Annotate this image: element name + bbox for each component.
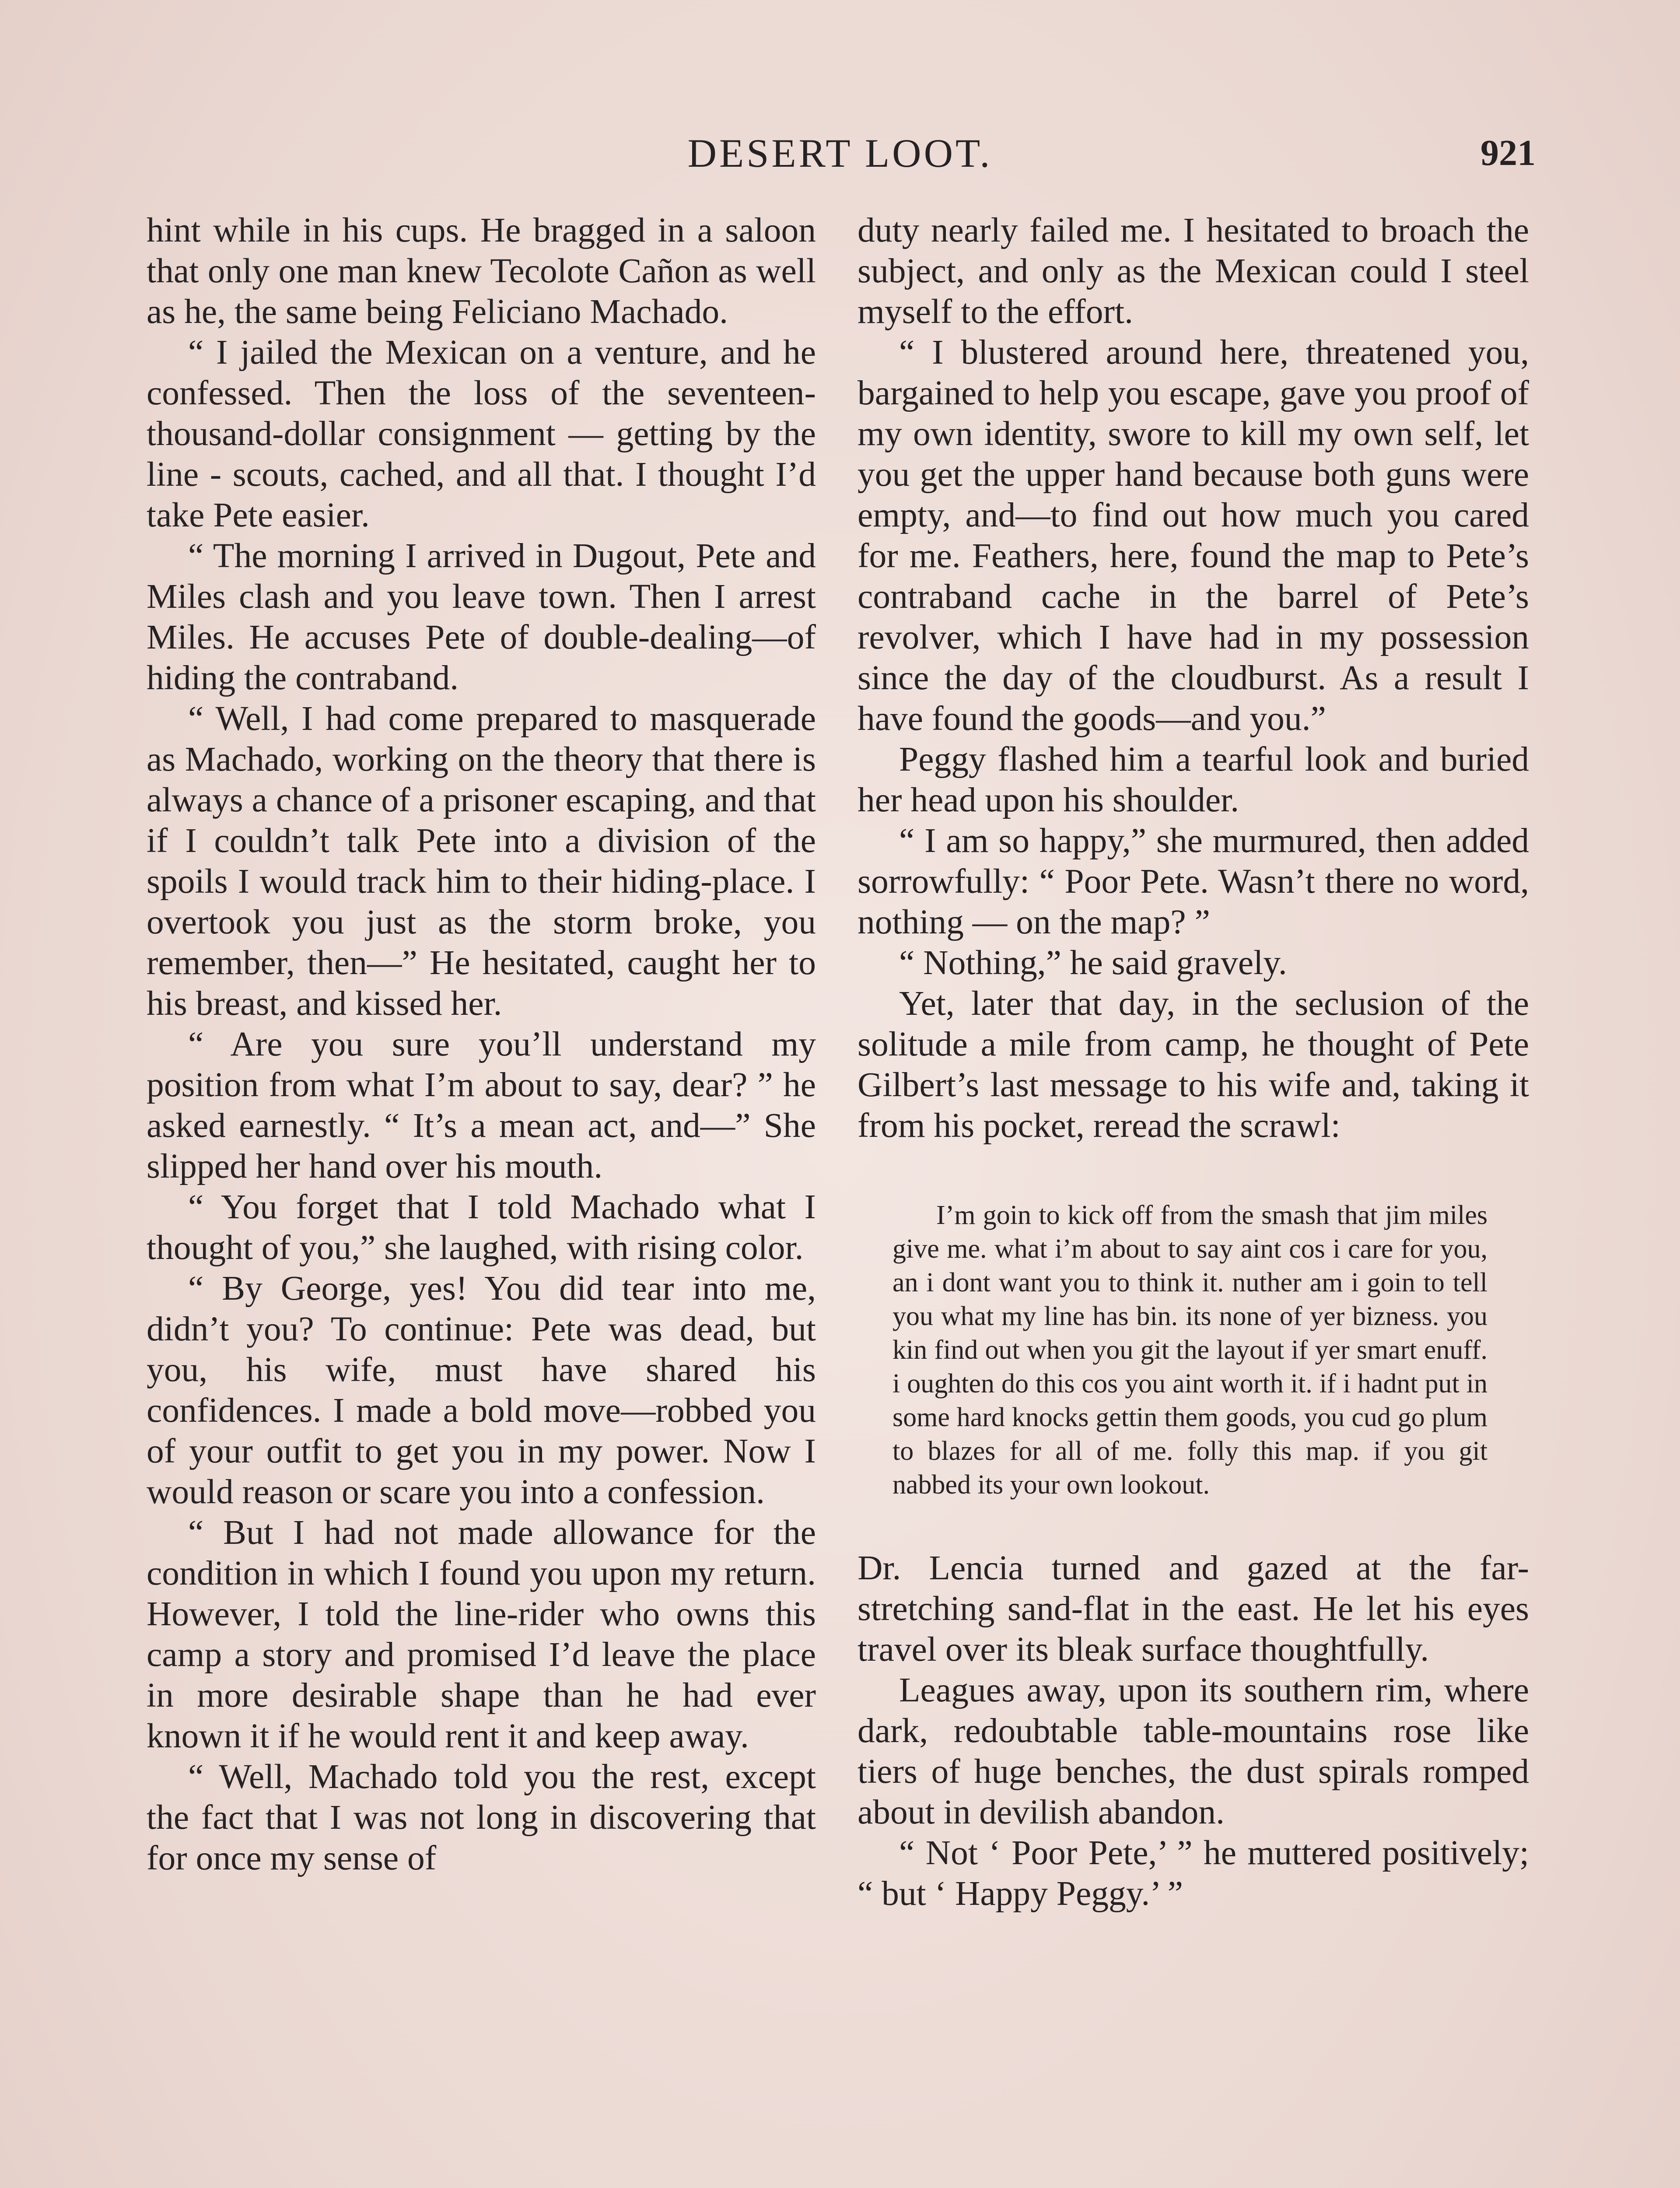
paragraph: Dr. Lencia turned and gazed at the far-stretching sand-flat in the east. He let his eyes travel over its bleak surface thoughtfully.	[858, 1549, 1529, 1669]
paragraph: Leagues away, upon its southern rim, where dark, redoubtable table-mountains rose like tiers of huge benches, the dust spirals romped about in devilish abandon.	[858, 1671, 1529, 1831]
paragraph: “ The morning I arrived in Dugout, Pete and Miles clash and you leave town. Then I arrest Miles. He accuses Pete of double-dealing—of hiding the contraband.	[147, 536, 816, 697]
paragraph: “ Well, Machado told you the rest, except the fact that I was not long in discovering that for once my sense of	[147, 1757, 816, 1877]
paragraph: duty nearly failed me. I hesitated to broach the subject, and only as the Mexican could I steel myself to the effort.	[858, 211, 1529, 331]
running-title: DESERT LOOT.	[687, 131, 993, 175]
left-column	[147, 210, 816, 1879]
right-column	[858, 210, 1529, 1914]
paragraph: “ Are you sure you’ll understand my position from what I’m about to say, dear? ” he asked earnestly. “ It’s a mean act, and—” She slipped her hand over his mouth.	[147, 1025, 816, 1185]
paragraph: “ But I had not made allowance for the condition in which I found you upon my return. However, I told the line-rider who owns this camp a story and promised I’d leave the place in more desirable shape than he had ever known it if he would rent it and keep away.	[147, 1513, 816, 1755]
paragraph: “ I am so happy,” she murmured, then added sorrowfully: “ Poor Pete. Wasn’t there no word, nothing — on the map? ”	[858, 821, 1529, 941]
quoted-letter	[892, 1199, 1488, 1502]
paragraph: “ Nothing,” he said gravely.	[899, 943, 1287, 982]
paragraph: “ Well, I had come prepared to masquerade as Machado, working on the theory that there is always a chance of a prisoner escaping, and that if I couldn’t talk Pete into a division of the spoils I would track him to their hiding-place. I overtook you just as the storm broke, you remember, then—” He hesitated, caught her to his breast, and kissed her.	[147, 699, 816, 1023]
paragraph: “ By George, yes! You did tear into me, didn’t you? To continue: Pete was dead, but you, his wife, must have shared his confidences. I made a bold move—robbed you of your outfit to get you in my power. Now I would reason or scare you into a confession.	[147, 1269, 816, 1511]
paragraph: hint while in his cups. He bragged in a saloon that only one man knew Tecolote Cañon as well as he, the same being Feliciano Machado.	[147, 211, 816, 331]
page-header	[0, 127, 1680, 179]
paragraph: “ You forget that I told Machado what I thought of you,” she laughed, with rising color.	[147, 1188, 816, 1267]
page-number: 921	[1480, 133, 1536, 173]
paragraph: Yet, later that day, in the seclusion of the solitude a mile from camp, he thought of Pete Gilbert’s last message to his wife and, taking it from his pocket, reread the scrawl:	[858, 984, 1529, 1145]
paragraph: “ I jailed the Mexican on a venture, and he confessed. Then the loss of the seventeen-thousand-dollar consignment — getting by the line - scouts, cached, and all that. I thought I’d take Pete easier.	[147, 333, 816, 534]
paragraph: “ I blustered around here, threatened you, bargained to help you escape, gave you proof of my own identity, swore to kill my own self, let you get the upper hand because both guns were empty, and—to find out how much you cared for me. Feathers, here, found the map to Pete’s contraband cache in the barrel of Pete’s revolver, which I have had in my possession since the day of the cloudburst. As a result I have found the goods—and you.”	[858, 333, 1529, 738]
paragraph: Peggy flashed him a tearful look and buried her head upon his shoulder.	[858, 740, 1529, 819]
letter-text: I’m goin to kick off from the smash that jim miles give me. what i’m about to say aint cos i care for you, an i dont want you to think it. nuther am i goin to tell you what my line has bin. its none of yer bizness. you kin find out when you git the layout if yer smart enuff. i oughten do this cos you aint worth it. if i hadnt put in some hard knocks gettin them goods, you cud go plum to blazes for all of me. folly this map. if you git nabbed its your own lookout.	[892, 1200, 1488, 1500]
paragraph: “ Not ‘ Poor Pete,’ ” he muttered positively; “ but ‘ Happy Peggy.’ ”	[858, 1834, 1529, 1913]
